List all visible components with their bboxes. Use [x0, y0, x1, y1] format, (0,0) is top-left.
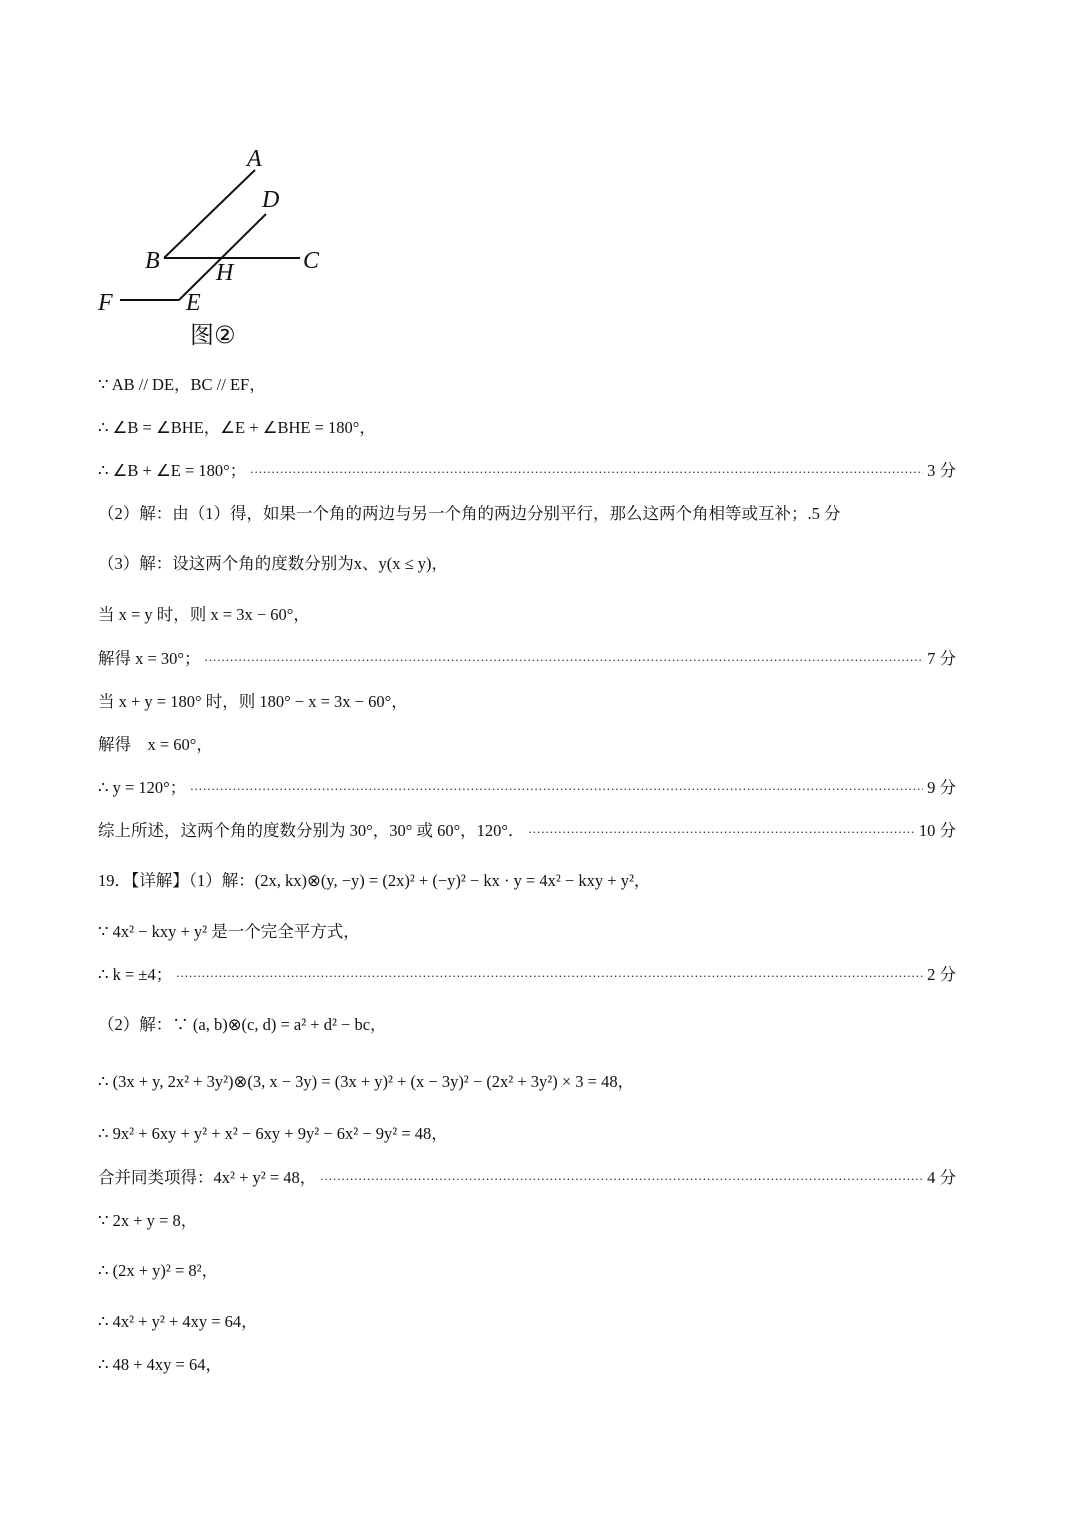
- line-text: ∴ 48 + 4xy = 64，: [98, 1355, 222, 1374]
- text-line: [98, 368, 956, 398]
- text-line: [98, 728, 956, 758]
- text-line: [98, 685, 956, 715]
- line-text: ∴ 9x² + 6xy + y² + x² − 6xy + 9y² − 6x² − 9y² = 48，: [98, 1124, 448, 1143]
- line-text: ∴ (2x + y)² = 8²，: [98, 1261, 219, 1280]
- line-text: （2）解：∵ (a, b)⊗(c, d) = a² + d² − bc，: [98, 1015, 387, 1034]
- text-line: [98, 1065, 956, 1095]
- line-text: 合并同类项得：4x² + y² = 48，: [98, 1168, 317, 1187]
- dot-leader: [190, 778, 923, 794]
- figure-caption: 图②: [190, 321, 236, 349]
- line-text: ∴ ∠B = ∠BHE，∠E + ∠BHE = 180°，: [98, 418, 376, 437]
- line-text: （2）解：由（1）得，如果一个角的两边与另一个角的两边分别平行，那么这两个角相等或互补；.5 分: [98, 504, 841, 523]
- score-label: 3 分: [927, 461, 956, 480]
- line-text: 当 x + y = 180° 时，则 180° − x = 3x − 60°，: [98, 692, 408, 711]
- label-D: D: [262, 187, 280, 213]
- text-line: [98, 814, 956, 844]
- text-line: [98, 1204, 956, 1234]
- line-text: ∴ ∠B + ∠E = 180°；: [98, 461, 247, 480]
- line-text: ∵ 2x + y = 8，: [98, 1211, 198, 1230]
- text-line: [98, 547, 956, 577]
- text-line: [98, 1254, 956, 1284]
- label-B: B: [145, 248, 160, 274]
- line-text: 解得 x = 30°；: [98, 649, 201, 668]
- label-F: F: [98, 290, 113, 316]
- line-text: ∴ (3x + y, 2x² + 3y²)⊗(3, x − 3y) = (3x + y)² + (x − 3y)² − (2x² + 3y²) × 3 = 48，: [98, 1072, 635, 1091]
- text-line: [98, 642, 956, 672]
- label-H: H: [216, 260, 234, 286]
- label-E: E: [186, 290, 201, 316]
- line-text: 综上所述，这两个角的度数分别为 30°，30° 或 60°，120°．: [98, 821, 525, 840]
- score-label: 4 分: [927, 1168, 956, 1187]
- dot-leader: [250, 461, 923, 477]
- line-text: ∴ 4x² + y² + 4xy = 64，: [98, 1312, 258, 1331]
- line-text: ∵ AB // DE，BC // EF，: [98, 375, 266, 394]
- score-label: 2 分: [927, 965, 956, 984]
- dot-leader: [176, 965, 923, 981]
- text-line: [98, 497, 956, 527]
- dot-leader: [320, 1168, 923, 1184]
- line-text: ∴ k = ±4；: [98, 965, 173, 984]
- text-line: [98, 598, 956, 628]
- label-C: C: [303, 248, 320, 274]
- text-line: [98, 1348, 956, 1378]
- text-line: [98, 1161, 956, 1191]
- geometry-figure: [90, 140, 350, 355]
- line-text: 解得 x = 60°，: [98, 735, 213, 754]
- score-label: 7 分: [927, 649, 956, 668]
- line-text: ∴ y = 120°；: [98, 778, 187, 797]
- text-line: [98, 958, 956, 988]
- text-line: [98, 1008, 956, 1038]
- segment-AB: [164, 170, 255, 258]
- line-text: 19．【详解】（1）解：(2x, kx)⊗(y, −y) = (2x)² + (−y)² − kx · y = 4x² − kxy + y²，: [98, 871, 651, 890]
- score-label: 9 分: [927, 778, 956, 797]
- text-line: [98, 454, 956, 484]
- label-A: A: [247, 146, 262, 172]
- text-line: [98, 771, 956, 801]
- line-text: （3）解：设这两个角的度数分别为x、y(x ≤ y)，: [98, 554, 449, 573]
- score-label: 10 分: [918, 821, 956, 840]
- text-line: [98, 915, 956, 945]
- text-line: [98, 864, 956, 894]
- dot-leader: [205, 649, 924, 665]
- text-line: [98, 1305, 956, 1335]
- text-line: [98, 411, 956, 441]
- line-text: 当 x = y 时，则 x = 3x − 60°，: [98, 605, 310, 624]
- line-text: ∵ 4x² − kxy + y² 是一个完全平方式，: [98, 922, 360, 941]
- dot-leader: [529, 821, 915, 837]
- text-line: [98, 1117, 956, 1147]
